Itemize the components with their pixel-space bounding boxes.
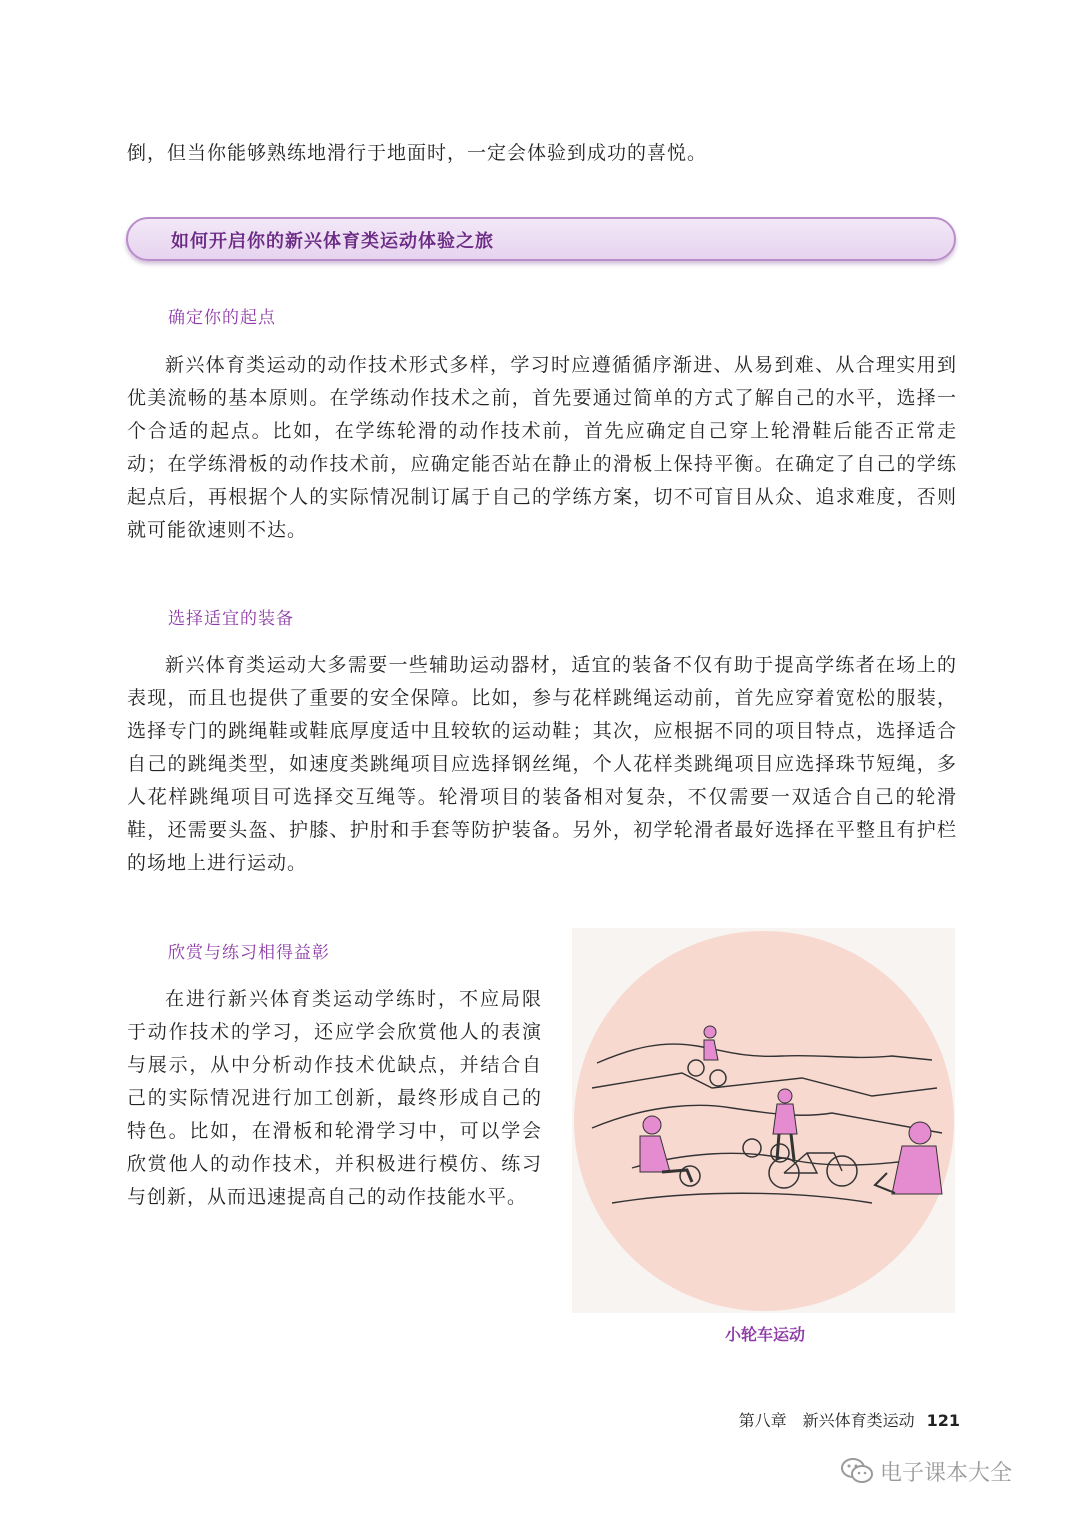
banner-title: 如何开启你的新兴体育类运动体验之旅 — [171, 231, 494, 252]
page-footer — [700, 1408, 960, 1431]
section-heading-appreciation: 欣赏与练习相得益彰 — [168, 943, 330, 963]
lead-text: 倒，但当你能够熟练地滑行于地面时，一定会体验到成功的喜悦。 — [127, 142, 708, 164]
watermark — [840, 1454, 1055, 1488]
paragraph-starting-point: 新兴体育类运动的动作技术形式多样，学习时应遵循循序渐进、从易到难、从合理实用到优美流畅的基本原则。在学练动作技术之前，首先要通过简单的方式了解自己的水平，选择一个合适的起点。比如，在学练轮滑的动作技术前，首先应确定自己穿上轮滑鞋后能否正常走动；在学练滑板的动作技术前，应确定能否站在静止的滑板上保持平衡。在确定了自己的学练起点后，再根据个人的实际情况制订属于自己的学练方案，切不可盲目从众、追求难度，否则就可能欲速则不达。 — [127, 354, 957, 541]
section-heading-starting-point: 确定你的起点 — [168, 308, 276, 328]
watermark-text: 电子课本大全 — [880, 1460, 1013, 1486]
footer-chapter: 第八章 新兴体育类运动 — [738, 1411, 915, 1430]
figure-caption: 小轮车运动 — [724, 1325, 805, 1344]
section-heading-equipment: 选择适宜的装备 — [168, 609, 294, 629]
section-banner — [126, 217, 956, 261]
wechat-icon — [840, 1457, 874, 1485]
bmx-scene-drawing — [572, 928, 955, 1313]
paragraph-appreciation: 在进行新兴体育类运动学练时，不应局限于动作技术的学习，还应学会欣赏他人的表演与展示，从中分析动作技术优缺点，并结合自己的实际情况进行加工创新，最终形成自己的特色。比如，在滑板和轮滑学习中，可以学会欣赏他人的动作技术，并积极进行模仿、练习与创新，从而迅速提高自己的动作技能水平。 — [127, 988, 542, 1208]
page-number: 121 — [926, 1411, 960, 1430]
bmx-illustration — [572, 928, 955, 1313]
paragraph-equipment: 新兴体育类运动大多需要一些辅助运动器材，适宜的装备不仅有助于提高学练者在场上的表现，而且也提供了重要的安全保障。比如，参与花样跳绳运动前，首先应穿着宽松的服装，选择专门的跳绳鞋或鞋底厚度适中且较软的运动鞋；其次，应根据不同的项目特点，选择适合自己的跳绳类型，如速度类跳绳项目应选择钢丝绳，个人花样类跳绳项目应选择珠节短绳，多人花样跳绳项目可选择交互绳等。轮滑项目的装备相对复杂，不仅需要一双适合自己的轮滑鞋，还需要头盔、护膝、护肘和手套等防护装备。另外，初学轮滑者最好选择在平整且有护栏的场地上进行运动。 — [127, 654, 957, 874]
